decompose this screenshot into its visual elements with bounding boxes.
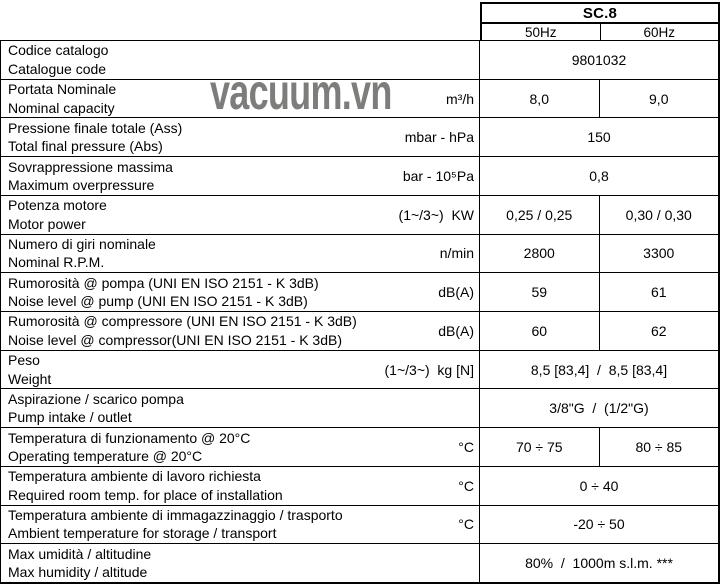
row-values	[480, 196, 718, 234]
value-merged: 9801032	[571, 51, 627, 68]
value-merged: 3/8"G / (1/2"G)	[549, 400, 649, 417]
row-label-en: Noise level @ pump (UNI EN ISO 2151 - K 3dB)	[8, 293, 308, 310]
vacuum-vn-watermark: vacuum.vn	[210, 64, 392, 120]
row-label	[8, 390, 184, 427]
value-merged: 150	[587, 129, 611, 146]
row-values	[480, 273, 718, 311]
row-label-cell	[1, 118, 480, 156]
row-label-cell	[1, 41, 480, 79]
row-label-cell	[1, 506, 480, 544]
row-label-en: Ambient temperature for storage / transport	[8, 525, 277, 542]
spec-row-max-overpressure	[1, 157, 718, 196]
spec-row-max-humidity-altitude	[1, 544, 718, 582]
row-unit: (1~/3~) kg [N]	[384, 361, 474, 378]
row-label-it: Numero di giri nominale	[8, 235, 156, 252]
row-values	[480, 351, 718, 389]
row-label-cell	[1, 351, 480, 389]
row-label-en: Nominal capacity	[8, 99, 115, 116]
value-50hz: 70 ÷ 75	[515, 439, 563, 456]
value-merged: 0 ÷ 40	[579, 477, 619, 494]
spec-row-intake-outlet	[1, 389, 718, 428]
row-label-it: Temperatura ambiente di lavoro richiesta	[8, 468, 261, 485]
spec-row-motor-power	[1, 196, 718, 235]
row-label-en: Noise level @ compressor(UNI EN ISO 2151 - K 3dB)	[8, 331, 342, 348]
row-label-cell	[1, 312, 480, 350]
row-values	[480, 428, 718, 466]
row-label-it: Pressione finale totale (Ass)	[8, 119, 183, 136]
value-50hz: 60	[531, 322, 548, 339]
row-values	[480, 235, 718, 273]
spec-row-noise-pump	[1, 273, 718, 312]
row-label-cell	[1, 389, 480, 427]
row-unit: bar - 10⁵Pa	[402, 168, 474, 185]
spec-row-noise-compressor	[1, 312, 718, 351]
row-label-it: Potenza motore	[8, 197, 107, 214]
row-label	[8, 80, 116, 117]
row-label-it: Peso	[8, 352, 40, 369]
row-label	[8, 41, 108, 78]
row-unit: °C	[458, 477, 474, 494]
value-50hz: 8,0	[529, 90, 549, 107]
row-label-cell	[1, 235, 480, 273]
row-label-it: Temperatura di funzionamento @ 20°C	[8, 429, 251, 446]
row-label-it: Temperatura ambiente di immagazzinaggio / trasporto	[8, 506, 343, 523]
row-label-it: Aspirazione / scarico pompa	[8, 390, 184, 407]
column-header-60hz: 60Hz	[600, 24, 719, 40]
row-label	[8, 235, 156, 272]
row-values	[480, 467, 718, 505]
row-label-en: Motor power	[8, 215, 86, 232]
row-label-cell	[1, 467, 480, 505]
row-label-en: Total final pressure (Abs)	[8, 138, 163, 155]
row-label-en: Operating temperature @ 20°C	[8, 448, 203, 465]
row-label	[8, 467, 283, 504]
row-label-it: Sovrappressione massima	[8, 158, 173, 175]
row-label	[8, 506, 343, 543]
row-unit: (1~/3~) KW	[398, 206, 474, 223]
value-60hz: 80 ÷ 85	[599, 428, 719, 466]
value-merged: 0,8	[589, 168, 609, 185]
value-50hz: 0,25 / 0,25	[506, 206, 573, 223]
row-label-it: Codice catalogo	[8, 42, 109, 59]
table-header	[480, 2, 720, 40]
row-label-en: Max humidity / altitude	[8, 564, 148, 581]
row-label-cell	[1, 273, 480, 311]
row-values	[480, 312, 718, 350]
spec-row-nominal-rpm	[1, 235, 718, 274]
spec-row-required-room-temperature	[1, 467, 718, 506]
spec-row-nominal-capacity	[1, 80, 718, 119]
row-label-it: Rumorosità @ compressore (UNI EN ISO 2151 - K 3dB)	[8, 313, 357, 330]
row-unit: mbar - hPa	[404, 129, 474, 146]
row-label-en: Maximum overpressure	[8, 177, 155, 194]
row-values	[480, 41, 718, 79]
row-label	[8, 351, 51, 388]
row-unit: dB(A)	[438, 322, 474, 339]
value-60hz: 62	[599, 312, 719, 350]
row-label-en: Catalogue code	[8, 60, 107, 77]
row-values	[480, 506, 718, 544]
frequency-header-row	[482, 24, 718, 40]
row-label	[8, 158, 173, 195]
spec-row-weight	[1, 351, 718, 390]
value-merged: -20 ÷ 50	[573, 516, 625, 533]
value-60hz: 0,30 / 0,30	[599, 196, 719, 234]
row-label	[8, 545, 151, 582]
spec-table	[0, 40, 720, 584]
spec-row-final-pressure	[1, 118, 718, 157]
row-unit: n/min	[439, 245, 474, 262]
row-values	[480, 544, 718, 582]
row-unit: °C	[458, 516, 474, 533]
value-50hz: 2800	[523, 245, 555, 262]
row-label	[8, 119, 182, 156]
row-values	[480, 80, 718, 118]
row-label-it: Rumorosità @ pompa (UNI EN ISO 2151 - K 3dB)	[8, 274, 319, 291]
value-merged: 8,5 [83,4] / 8,5 [83,4]	[530, 361, 668, 378]
row-label-it: Portata Nominale	[8, 81, 117, 98]
row-label	[8, 312, 357, 349]
row-label-it: Max umidità / altitudine	[8, 545, 152, 562]
value-60hz: 61	[599, 273, 719, 311]
value-merged: 80% / 1000m s.l.m. ***	[525, 555, 673, 572]
row-label	[8, 274, 319, 311]
row-label-en: Nominal R.P.M.	[8, 254, 105, 271]
row-unit: °C	[458, 439, 474, 456]
row-unit: m³/h	[446, 90, 474, 107]
value-50hz: 59	[531, 284, 548, 301]
row-label	[8, 429, 250, 466]
column-header-50hz: 50Hz	[524, 24, 557, 40]
row-values	[480, 157, 718, 195]
row-label-cell	[1, 428, 480, 466]
row-values	[480, 118, 718, 156]
row-label-en: Weight	[8, 370, 52, 387]
row-label-cell	[1, 157, 480, 195]
row-label-en: Pump intake / outlet	[8, 409, 132, 426]
row-unit: dB(A)	[438, 284, 474, 301]
spec-row-storage-temperature	[1, 506, 718, 545]
value-60hz: 9,0	[599, 80, 719, 118]
model-name: SC.8	[482, 4, 718, 24]
row-label-cell	[1, 544, 480, 582]
row-values	[480, 389, 718, 427]
row-label	[8, 196, 107, 233]
value-60hz: 3300	[599, 235, 719, 273]
row-label-cell	[1, 196, 480, 234]
spec-row-catalogue-code	[1, 41, 718, 80]
row-label-en: Required room temp. for place of installation	[8, 486, 283, 503]
spec-row-operating-temperature	[1, 428, 718, 467]
row-label-cell	[1, 80, 480, 118]
